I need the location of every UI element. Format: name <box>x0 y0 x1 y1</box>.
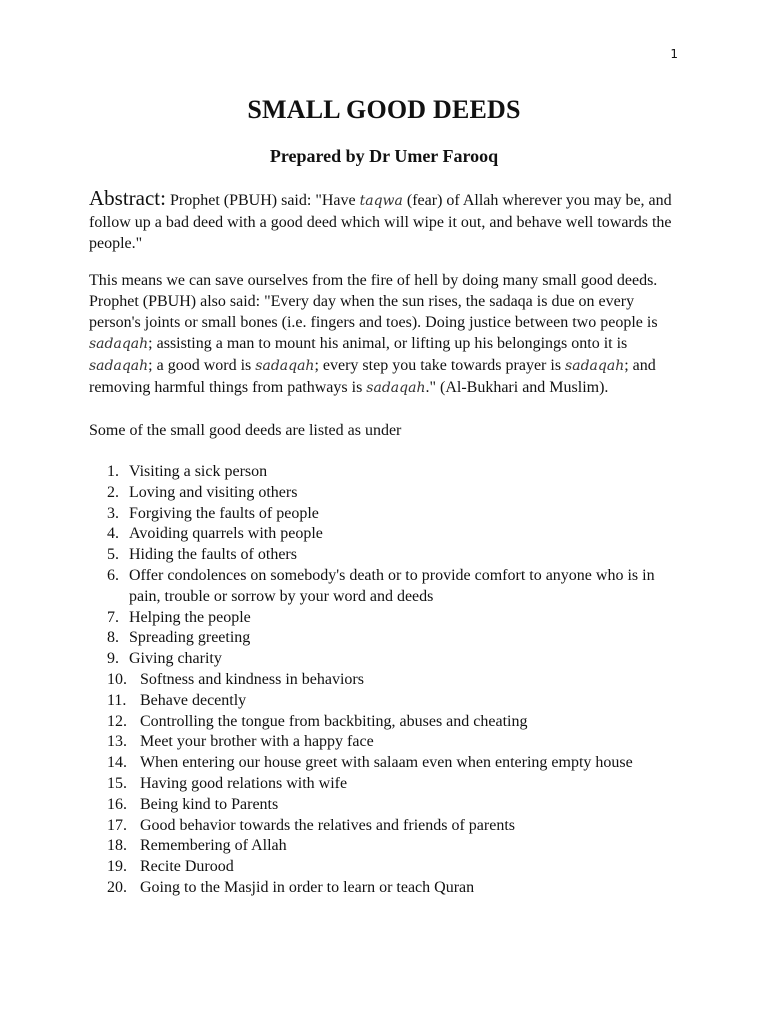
hadith-term-sadaqah: sadaqah <box>89 358 149 374</box>
list-item-number: 19. <box>107 858 127 876</box>
list-item-text: Helping the people <box>129 608 251 626</box>
list-item-text: Being kind to Parents <box>140 795 279 813</box>
list-item <box>89 732 689 753</box>
hadith-text-2: ; assisting a man to mount his animal, or lifting up his belongings onto it is <box>148 335 628 352</box>
list-item-text: Behave decently <box>140 691 247 709</box>
hadith-text-6: ." (Al-Bukhari and Muslim). <box>425 379 609 396</box>
hadith-term-sadaqah: sadaqah <box>366 380 426 396</box>
list-item-number: 6. <box>107 566 119 584</box>
list-item-text: Spreading greeting <box>129 629 251 647</box>
list-intro: Some of the small good deeds are listed as under <box>89 422 402 439</box>
list-item-number: 20. <box>107 878 127 896</box>
list-item-number: 2. <box>107 483 119 501</box>
list-item-text: Offer condolences on somebody's death or to provide comfort to anyone who is in pain, trouble or sorrow by your word and deeds <box>129 566 655 605</box>
list-item-number: 16. <box>107 795 127 813</box>
list-item-number: 14. <box>107 754 127 772</box>
list-item <box>89 649 689 670</box>
list-item-number: 15. <box>107 774 127 792</box>
list-item-number: 5. <box>107 546 119 564</box>
deeds-list <box>89 462 689 899</box>
list-item-number: 13. <box>107 733 127 751</box>
document-body <box>89 188 689 899</box>
list-item <box>89 691 689 712</box>
list-item-number: 17. <box>107 816 127 834</box>
list-item <box>89 608 689 629</box>
list-item-text: Avoiding quarrels with people <box>129 525 323 543</box>
list-item-text: Controlling the tongue from backbiting, abuses and cheating <box>140 712 528 730</box>
document-author: Prepared by Dr Umer Farooq <box>269 146 499 166</box>
list-item-text: When entering our house greet with salaam even when entering empty house <box>140 754 633 772</box>
list-item <box>89 462 689 483</box>
list-item-text: Giving charity <box>129 650 222 668</box>
abstract-text-1: Prophet (PBUH) said: "Have <box>165 192 360 209</box>
hadith-text-4: ; every step you take towards prayer is <box>314 357 566 374</box>
hadith-term-sadaqah: sadaqah <box>89 336 149 352</box>
abstract-paragraph <box>89 188 689 254</box>
list-item <box>89 753 689 774</box>
list-item-number: 9. <box>107 650 119 668</box>
list-item <box>89 566 689 608</box>
list-item-text: Recite Durood <box>140 858 234 876</box>
list-item <box>89 483 689 504</box>
list-item <box>89 878 689 899</box>
list-item-text: Good behavior towards the relatives and friends of parents <box>140 816 515 834</box>
list-item-number: 12. <box>107 712 127 730</box>
list-item-text: Having good relations with wife <box>140 774 348 792</box>
abstract-heading: Abstract: <box>89 186 166 210</box>
list-item <box>89 628 689 649</box>
page-number: 1 <box>670 47 678 61</box>
list-item-text: Loving and visiting others <box>129 483 298 501</box>
list-item-number: 1. <box>107 463 119 480</box>
list-item-text: Hiding the faults of others <box>129 546 297 564</box>
list-item-text: Forgiving the faults of people <box>129 504 319 522</box>
list-item-text: Going to the Masjid in order to learn or teach Quran <box>140 878 475 896</box>
abstract-term-taqwa: taqwa <box>359 193 403 209</box>
list-item-number: 4. <box>107 525 119 543</box>
list-item-text: Softness and kindness in behaviors <box>140 670 364 688</box>
hadith-text-3: ; a good word is <box>148 357 256 374</box>
list-item <box>89 836 689 857</box>
list-item <box>89 545 689 566</box>
list-item <box>89 712 689 733</box>
list-item <box>89 857 689 878</box>
list-item-text: Visiting a sick person <box>129 463 268 480</box>
list-item-number: 10. <box>107 670 127 688</box>
hadith-term-sadaqah: sadaqah <box>255 358 315 374</box>
list-item <box>89 795 689 816</box>
document-title: SMALL GOOD DEEDS <box>247 95 521 124</box>
list-item <box>89 504 689 525</box>
list-item <box>89 816 689 837</box>
list-item <box>89 670 689 691</box>
list-item <box>89 524 689 545</box>
list-item-text: Remembering of Allah <box>140 837 287 855</box>
list-item-number: 18. <box>107 837 127 855</box>
hadith-term-sadaqah: sadaqah <box>565 358 625 374</box>
list-item-text: Meet your brother with a happy face <box>140 733 374 751</box>
hadith-text-1: This means we can save ourselves from the fire of hell by doing many small good deeds. Prophet (PBUH) also said: "Every day when the sun rises, the sadaqa is due on every person's joints or small bones (i.e. fingers and toes). Doing justice between two people is <box>89 272 658 331</box>
list-item-number: 8. <box>107 629 119 647</box>
list-item-number: 11. <box>107 691 127 709</box>
abstract-text-2: (fear) of Allah wherever you may be, and follow up a bad deed with a good deed which will wipe it out, and behave well towards the people." <box>89 192 672 252</box>
list-item <box>89 774 689 795</box>
hadith-text-5: ; and removing harmful things from pathways is <box>89 357 656 396</box>
list-item-number: 3. <box>107 504 119 522</box>
list-item-number: 7. <box>107 608 119 626</box>
hadith-paragraph <box>89 270 689 399</box>
